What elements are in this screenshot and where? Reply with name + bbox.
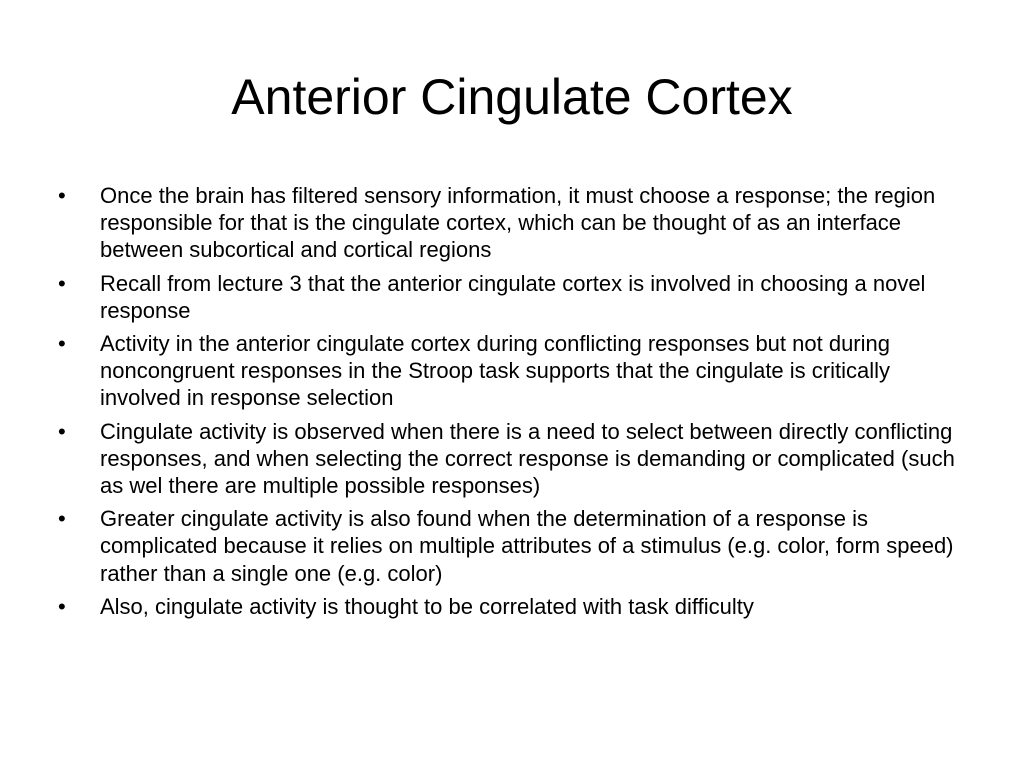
bullet-item-6 [55, 593, 970, 620]
bullet-item-2 [55, 270, 970, 324]
bullet-item-1 [55, 182, 970, 264]
bullet-item-4 [55, 418, 970, 500]
bullet-text-3: Activity in the anterior cingulate cortex during conflicting responses but not during noncongruent responses in the Stroop task supports that the cingulate is critically involved in response selection [100, 331, 891, 411]
bullet-dot-icon: • [58, 418, 66, 444]
bullet-text-1: Once the brain has filtered sensory information, it must choose a response; the region responsible for that is the cingulate cortex, which can be thought of as an interface between subcortical and cortical regions [100, 183, 936, 263]
bullet-text-4: Cingulate activity is observed when there is a need to select between directly conflicting responses, and when selecting the correct response is demanding or complicated (such as wel there are multiple possible responses) [100, 418, 955, 499]
bullet-dot-icon: • [58, 183, 66, 208]
bullet-dot-icon: • [58, 270, 66, 296]
bullet-dot-icon: • [58, 506, 66, 532]
bullet-text-6: Also, cingulate activity is thought to be correlated with task difficulty [100, 593, 754, 619]
bullet-text-5: Greater cingulate activity is also found when the determination of a response is complicated because it relies on multiple attributes of a stimulus (e.g. color, form speed) rather than a single one (e.g. color) [100, 506, 954, 586]
bullet-text-2: Recall from lecture 3 that the anterior cingulate cortex is involved in choosing a novel response [100, 270, 926, 323]
bullet-dot-icon: • [58, 331, 66, 357]
slide-title: Anterior Cingulate Cortex [231, 69, 793, 125]
bullet-list [55, 182, 970, 626]
bullet-item-3 [55, 330, 970, 412]
bullet-item-5 [55, 505, 970, 587]
bullet-dot-icon: • [58, 593, 66, 619]
